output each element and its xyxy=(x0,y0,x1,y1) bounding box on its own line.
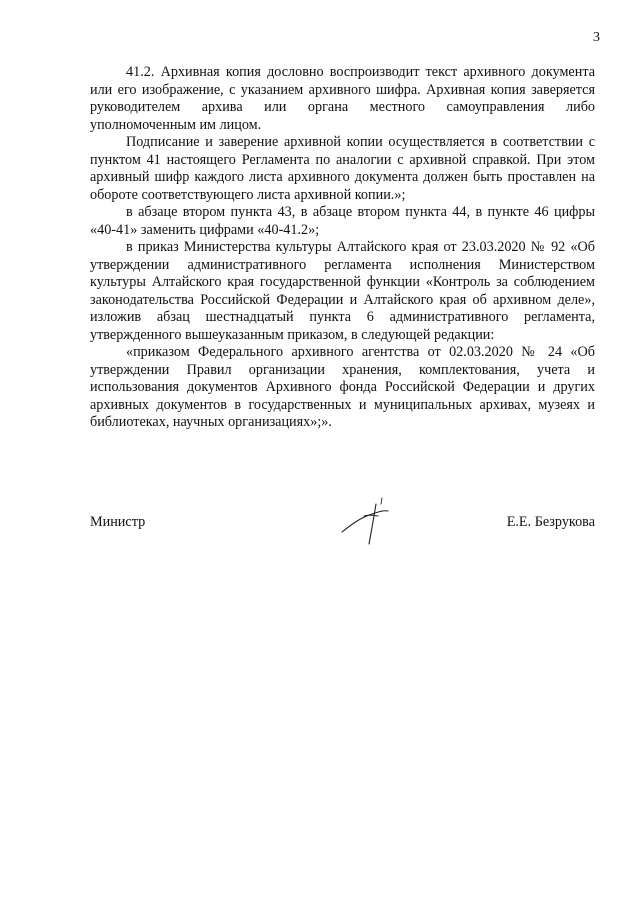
signature-block xyxy=(90,510,595,550)
signatory-title: Министр xyxy=(90,514,146,530)
paragraph-41-2: 41.2. Архивная копия дословно воспроизводит текст архивного документа или его изображение, с указанием архивного шифра. Архивная копия заверяется руководителем архива или органа местного самоуправления либо уполномоченным им лицом. xyxy=(90,64,595,133)
paragraph-new-wording: «приказом Федерального архивного агентства от 02.03.2020 № 24 «Об утверждении Правил организации хранения, комплектования, учета и использования документов Архивного фонда Российской Федерации и других архивных документов в государственных и муниципальных архивах, музеях и библиотеках, научных организациях»;». xyxy=(90,344,595,430)
signatory-name: Е.Е. Безрукова xyxy=(506,514,595,530)
paragraph-order-amendment: в приказ Министерства культуры Алтайского края от 23.03.2020 № 92 «Об утверждении административного регламента исполнения Министерством культуры Алтайского края государственной функции «Контроль за соблюдением законодательства Российской Федерации и Алтайского края об архивном деле», изложив абзац шестнадцатый пункта 6 административного регламента, утвержденного вышеуказанным приказом, в следующей редакции: xyxy=(90,239,595,343)
paragraph-replace-digits: в абзаце втором пункта 43, в абзаце втором пункта 44, в пункте 46 цифры «40-41» заменить цифрами «40-41.2»; xyxy=(90,204,595,238)
document-body xyxy=(90,64,595,432)
handwritten-signature xyxy=(338,496,398,552)
paragraph-signing: Подписание и заверение архивной копии осуществляется в соответствии с пунктом 41 настоящего Регламента по аналогии с архивной справкой. При этом архивный шифр каждого листа архивного документа должен быть проставлен на обороте соответствующего листа архивной копии.»; xyxy=(90,134,595,203)
page-number: 3 xyxy=(593,30,600,45)
